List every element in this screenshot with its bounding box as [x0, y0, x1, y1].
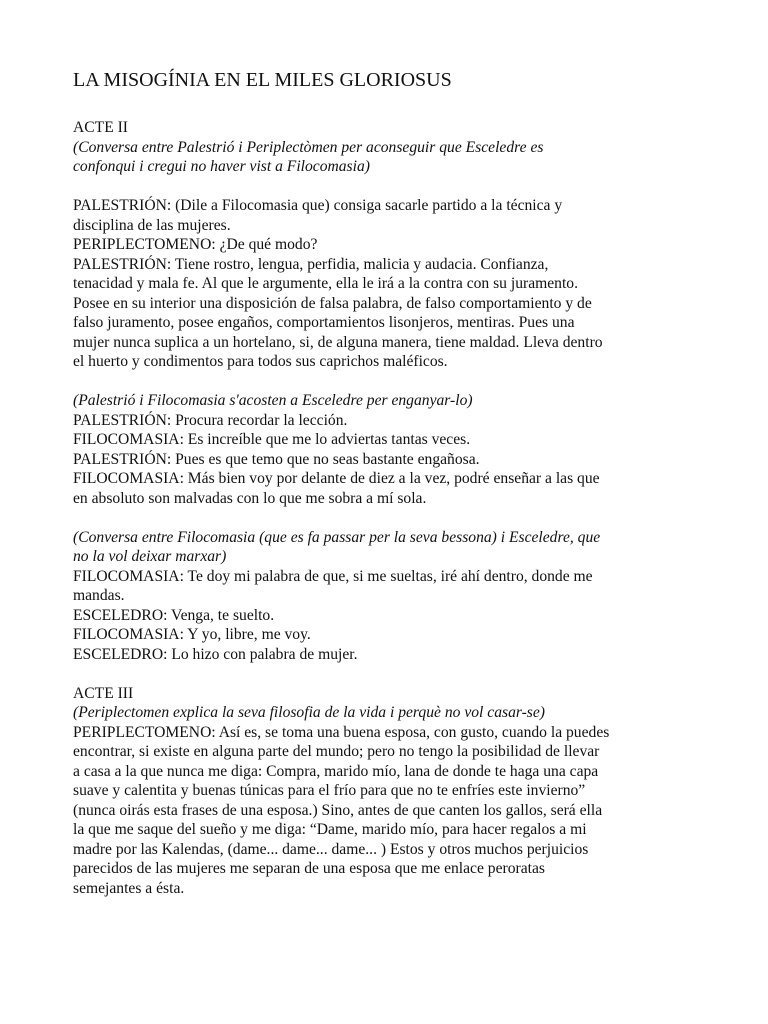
text-line: suave y calentita y buenas túnicas para el frío para que no te enfríes este invierno” — [73, 782, 586, 799]
document-page — [73, 67, 713, 918]
text-line: FILOCOMASIA: Te doy mi palabra de que, si me sueltas, iré ahí dentro, donde me — [73, 567, 593, 585]
text-section — [73, 196, 713, 372]
text-line: encontrar, si existe en alguna parte del mundo; pero no tengo la posibilidad de llevar — [73, 743, 600, 760]
text-line: PERIPLECTOMENO: ¿De qué modo? — [73, 236, 318, 253]
text-line: Posee en su interior una disposición de falsa palabra, de falso comportamiento y de — [73, 294, 592, 312]
stage-direction-line: confonqui i cregui no haver vist a Filocomasia) — [73, 158, 370, 175]
text-section — [73, 528, 713, 665]
text-line: mujer nunca suplica a un hortelano, si, de alguna manera, tiene maldad. Lleva dentro — [73, 333, 603, 351]
stage-direction-line: no la vol deixar marxar) — [73, 548, 227, 565]
text-line: parecidos de las mujeres me separan de una esposa que me enlace peroratas — [73, 860, 545, 877]
text-line: PALESTRIÓN: Tiene rostro, lengua, perfidia, malicia y audacia. Confianza, — [73, 255, 549, 273]
text-line: a casa a la que nunca me diga: Compra, marido mío, lana de donde te haga una capa — [73, 762, 599, 780]
text-line: ESCELEDRO: Venga, te suelto. — [73, 606, 275, 624]
text-line: semejantes a ésta. — [73, 879, 185, 897]
text-line: PERIPLECTOMENO: Así es, se toma una buena esposa, con gusto, cuando la puedes — [73, 723, 610, 741]
text-line: ESCELEDRO: Lo hizo con palabra de mujer. — [73, 645, 358, 663]
stage-direction-line: (Conversa entre Filocomasia (que es fa passar per la seva bessona) i Esceledre, que — [73, 528, 601, 546]
text-section — [73, 391, 713, 508]
text-line: falso juramento, posee engaños, comportamientos lisonjeros, mentiras. Pues una — [73, 314, 575, 331]
text-line: PALESTRIÓN: Pues es que temo que no seas bastante engañosa. — [73, 450, 480, 468]
document-body — [73, 118, 713, 898]
text-line: ACTE II — [73, 119, 128, 136]
text-line: mandas. — [73, 587, 125, 604]
text-section — [73, 118, 713, 177]
text-line: la que me saque del sueño y me diga: “Dame, marido mío, para hacer regalos a mi — [73, 821, 587, 838]
text-line: FILOCOMASIA: Y yo, libre, me voy. — [73, 626, 311, 643]
text-line: FILOCOMASIA: Es increíble que me lo adviertas tantas veces. — [73, 431, 471, 448]
text-line: (nunca oirás esta frases de una esposa.) Sino, antes de que canten los gallos, será ella — [73, 801, 603, 819]
document-title: LA MISOGÍNIA EN EL MILES GLORIOSUS — [73, 69, 452, 91]
text-line: PALESTRIÓN: Procura recordar la lección. — [73, 411, 348, 429]
text-line: tenacidad y mala fe. Al que le argumente, ella le irá a la contra con su juramento. — [73, 275, 578, 292]
stage-direction-line: (Periplectomen explica la seva filosofia de la vida i perquè no vol casar-se) — [73, 704, 545, 721]
stage-direction-line: (Conversa entre Palestrió i Periplectòmen per aconseguir que Esceledre es — [73, 138, 544, 156]
text-line: PALESTRIÓN: (Dile a Filocomasia que) consiga sacarle partido a la técnica y — [73, 197, 563, 214]
text-line: ACTE III — [73, 684, 134, 702]
text-line: FILOCOMASIA: Más bien voy por delante de diez a la vez, podré enseñar a las que — [73, 470, 600, 487]
stage-direction-line: (Palestrió i Filocomasia s'acosten a Esceledre per enganyar-lo) — [73, 392, 473, 409]
text-line: en absoluto son malvadas con lo que me sobra a mí sola. — [73, 489, 427, 507]
text-section — [73, 684, 713, 899]
text-line: madre por las Kalendas, (dame... dame... dame... ) Estos y otros muchos perjuicios — [73, 840, 589, 858]
text-line: disciplina de las mujeres. — [73, 216, 231, 234]
text-line: el huerto y condimentos para todos sus caprichos maléficos. — [73, 353, 448, 370]
